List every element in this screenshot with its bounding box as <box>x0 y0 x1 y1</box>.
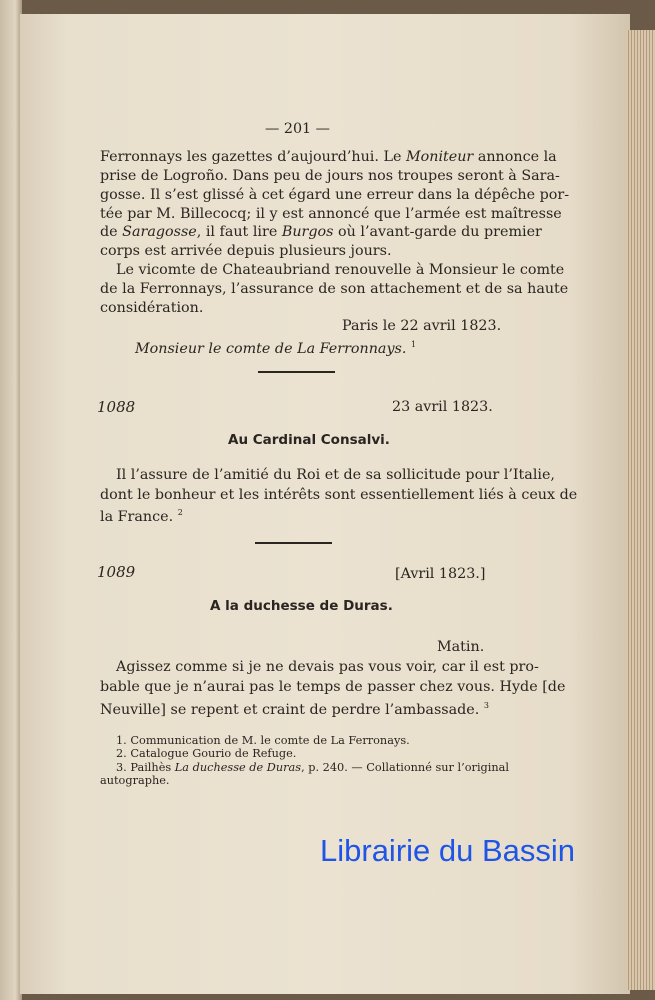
text-line: la France. $^2$ <box>100 508 183 525</box>
text-line: tée par M. Billecocq; il y est annoncé que l’armée est maîtresse <box>100 206 562 222</box>
letter-date: 23 avril 1823. <box>392 399 493 415</box>
text-line: corps est arrivée depuis plusieurs jours. <box>100 243 392 259</box>
page-edges <box>626 30 655 990</box>
letter-number: 1088 <box>97 398 136 416</box>
page-number: — 201 — <box>265 121 330 137</box>
text-line: Neuville] se repent et craint de perdre l’ambassade. $^3$ <box>100 701 489 718</box>
text-line: Agissez comme si je ne devais pas vous voir, car il est pro- <box>116 659 539 675</box>
text-line: Le vicomte de Chateaubriand renouvelle à Monsieur le comte <box>116 262 565 278</box>
footnote: 3. Pailhès La duchesse de Duras, p. 240. — Collationné sur l’original <box>116 761 510 774</box>
text-line: Ferronnays les gazettes d’aujourd’hui. Le Moniteur annonce la <box>100 149 557 165</box>
watermark: Librairie du Bassin <box>320 833 576 868</box>
addressee: Monsieur le comte de La Ferronnays. $^1$ <box>135 340 417 357</box>
text-line: Il l’assure de l’amitié du Roi et de sa sollicitude pour l’Italie, <box>116 467 555 483</box>
letter-number: 1089 <box>97 563 136 581</box>
letter-time: Matin. <box>437 639 485 655</box>
text-line: considération. <box>100 300 204 316</box>
footnote: 1. Communication de M. le comte de La Ferronays. <box>116 734 410 747</box>
text-line: prise de Logroño. Dans peu de jours nos troupes seront à Sara- <box>100 168 560 184</box>
divider <box>255 542 332 544</box>
letter-date: [Avril 1823.] <box>395 566 486 582</box>
place-date: Paris le 22 avril 1823. <box>342 318 502 334</box>
text-line: de Saragosse, il faut lire Burgos où l’avant-garde du premier <box>100 224 542 240</box>
text-line: bable que je n’aurai pas le temps de passer chez vous. Hyde [de <box>100 679 566 695</box>
text-line: dont le bonheur et les intérêts sont essentiellement liés à ceux de <box>100 487 578 503</box>
letter-title: A la duchesse de Duras. <box>210 598 393 614</box>
text-line: de la Ferronnays, l’assurance de son attachement et de sa haute <box>100 281 569 297</box>
footnote: 2. Catalogue Gourio de Refuge. <box>116 747 297 760</box>
text-line: gosse. Il s’est glissé à cet égard une erreur dans la dépêche por- <box>100 187 570 203</box>
letter-title: Au Cardinal Consalvi. <box>228 432 390 448</box>
facing-page-edge <box>0 0 22 1000</box>
divider <box>258 371 335 373</box>
footnote: autographe. <box>100 774 170 787</box>
